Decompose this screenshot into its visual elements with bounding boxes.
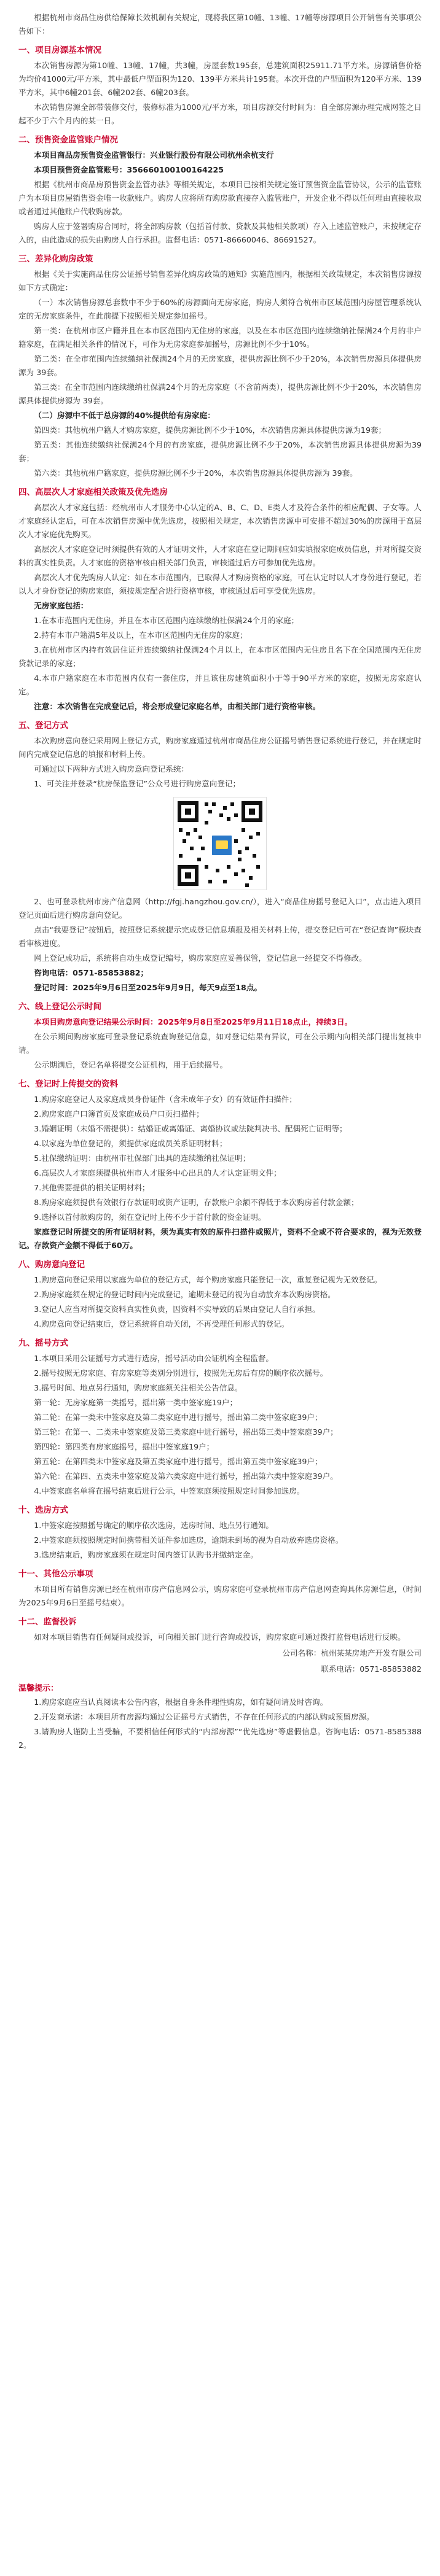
s9-paragraph-1: 1.本项目采用公证摇号方式进行选房，摇号活动由公证机构全程监督。 bbox=[34, 1354, 274, 1363]
s4-paragraph-6: 2.持有本市户籍满5年及以上，在本市区范围内无住房的家庭； bbox=[34, 630, 248, 640]
s9-round-6: 第六轮：在第四、五类未中签家庭及第六类家庭中进行摇号，摇出第六类中签家庭39户。 bbox=[34, 1472, 338, 1481]
s1-paragraph-1: 本次销售房源为第10幢、13幢、17幢，共3幢，房屋套数195套，总建筑面积25911.71平方米。房源销售价格为均价41000元/平方米，其中最低户型面积为120、139平方米共计195套。本次开盘的户型面积为120平方米、139平方米，其中6幢201套、6幢202套、6幢203套。 bbox=[18, 61, 422, 97]
s7-note: 家庭登记时所提交的所有证明材料，须为真实有效的原件扫描件或照片，资料不全或不符合要求的，视为无效登记。存款资产金额不得低于60万。 bbox=[18, 1227, 422, 1250]
s3-paragraph-3: 第一类：在杭州市区户籍并且在本市区范围内无住房的家庭，以及在本市区范围内连续缴纳社保满24个月的非户籍家庭，在满足相关条件的情况下，可作为无房家庭参加摇号，房源比例不少于10%。 bbox=[18, 326, 422, 349]
footer-contact: 联系电话：0571-85853882 bbox=[321, 1664, 422, 1674]
s6-paragraph-1: 本项目购房意向登记结果公示时间：2025年9月8日至2025年9月11日18点止，持续3日。 bbox=[34, 1017, 353, 1026]
s5-consult-phone: 咨询电话：0571-85853882； bbox=[34, 968, 149, 977]
s4-paragraph-9: 注意：本次销售在完成登记后，将会形成登记家庭名单，由相关部门进行资格审核。 bbox=[34, 702, 321, 711]
s3-paragraph-7: 第四类：其他杭州户籍人才购房家庭，提供房源比例不少于10%，本次销售房源具体提供房源为19套； bbox=[34, 425, 387, 435]
s5-register-time: 登记时间：2025年9月6日至2025年9月9日，每天9点至18点。 bbox=[34, 983, 262, 992]
s3-paragraph-5: 第三类：在全市范围内连续缴纳社保满24个月的无房家庭（不含前两类），提供房源比例不少于20%，本次销售房源具体提供房源为 39套。 bbox=[18, 382, 422, 405]
s8-paragraph-2: 2.购房家庭须在规定的登记时间内完成登记，逾期未登记的视为自动放弃本次购房资格。 bbox=[34, 1290, 336, 1299]
s10-paragraph-3: 3.选房结束后，购房家庭须在规定时间内签订认购书并缴纳定金。 bbox=[34, 1550, 258, 1559]
s9-round-2: 第二轮：在第一类未中签家庭及第二类家庭中进行摇号，摇出第二类中签家庭39户； bbox=[34, 1413, 323, 1422]
s1-paragraph-2: 本次销售房源全部带装修交付，装修标准为1000元/平方米，项目房源交付时间为：自全部房源办理完成网签之日起不少于六个月内的某一日。 bbox=[18, 103, 422, 125]
section-2-title: 二、预售资金监管账户情况 bbox=[18, 135, 118, 145]
section-12-title: 十二、监督投诉 bbox=[18, 1617, 77, 1627]
section-7-title: 七、登记时上传提交的资料 bbox=[18, 1079, 118, 1089]
s3-paragraph-6: （二）房源中不低于总房源的40%提供给有房家庭： bbox=[34, 411, 215, 420]
s10-paragraph-1: 1.中签家庭按照摇号确定的顺序依次选房，选房时间、地点另行通知。 bbox=[34, 1521, 274, 1530]
s9-paragraph-2: 2.摇号按照无房家庭、有房家庭等类别分别进行，按照先无房后有房的顺序依次摇号。 bbox=[34, 1368, 328, 1378]
s6-paragraph-3: 公示期满后，登记名单将提交公证机构，用于后续摇号。 bbox=[34, 1060, 228, 1069]
s9-round-4: 第四轮：第四类有房家庭摇号，摇出中签家庭19户； bbox=[34, 1442, 214, 1451]
s9-paragraph-3: 3.摇号时间、地点另行通知，购房家庭须关注相关公告信息。 bbox=[34, 1383, 243, 1392]
s5-paragraph-3: 1、可关注并登录“杭房保监登记”公众号进行购房意向登记； bbox=[34, 779, 241, 788]
s7-item-8: 8.购房家庭须提供有效银行存款证明或资产证明，存款账户余额不得低于本次购房首付款金额； bbox=[34, 1198, 359, 1207]
s7-item-6: 6.高层次人才家庭须提供杭州市人才服务中心出具的人才认定证明文件； bbox=[34, 1168, 281, 1177]
s4-paragraph-4: 无房家庭包括： bbox=[34, 601, 88, 610]
s4-paragraph-5: 1.在本市范围内无住房，并且在本市区范围内连续缴纳社保满24个月的家庭； bbox=[34, 616, 299, 625]
s8-paragraph-4: 4.购房意向登记结束后，登记系统将自动关闭，不再受理任何形式的登记。 bbox=[34, 1319, 289, 1329]
footer-company: 公司名称：杭州某某房地产开发有限公司 bbox=[282, 1648, 422, 1658]
tips-paragraph-1: 1.购房家庭应当认真阅读本公告内容，根据自身条件理性购房，如有疑问请及时咨询。 bbox=[34, 1697, 328, 1707]
qr-finder-top-left bbox=[178, 801, 198, 822]
qr-code-image[interactable] bbox=[173, 797, 267, 890]
s9-round-5: 第五轮：在第四类未中签家庭及第五类家庭中进行摇号，摇出第五类中签家庭39户； bbox=[34, 1457, 323, 1466]
tips-paragraph-3: 3.请购房人谨防上当受骗，不要相信任何形式的“内部房源”“优先选房”等虚假信息。咨询电话：0571-85853882。 bbox=[18, 1727, 422, 1750]
s2-paragraph-1: 根据《杭州市商品房预售资金监管办法》等相关规定，本项目已按相关规定签订预售资金监管协议，公示的监管账户为本项目房屋销售资金唯一收款账户。购房人应将所有购房款直接存入监管账户，开发企业不得以任何理由直接收取或者通过其他账户代收购房款。 bbox=[18, 180, 422, 216]
s4-paragraph-3: 高层次人才优先购房人认定：如在本市范围内，已取得人才购房资格的家庭，可在认定时以人才身份进行登记，若以人才身份登记的购房家庭，须按规定配合进行资格审核，审核通过后可享受优先选房。 bbox=[18, 573, 422, 596]
section-9-title: 九、摇号方式 bbox=[18, 1338, 68, 1348]
s3-paragraph-4: 第二类：在全市范围内连续缴纳社保满24个月的无房家庭，提供房源比例不少于20%，本次销售房源具体提供房源为 39套。 bbox=[18, 354, 422, 377]
s7-item-2: 2.购房家庭户口簿首页及家庭成员户口页扫描件； bbox=[34, 1109, 204, 1119]
s5-paragraph-2: 可通过以下两种方式进入购房意向登记系统： bbox=[34, 764, 189, 774]
qr-finder-bottom-left bbox=[178, 865, 198, 886]
qr-center-logo-icon bbox=[210, 834, 234, 857]
s11-paragraph-1: 本项目所有销售房源已经在杭州市房产信息网公示，购房家庭可登录杭州市房产信息网查询具体房源信息，（时间为2025年9月6日至摇号结束）。 bbox=[18, 1585, 422, 1607]
s4-paragraph-7: 3.在杭州市区内持有效居住证并连续缴纳社保满24个月以上，在本市区范围内无住房且名下在全国范围内无住房贷款记录的家庭； bbox=[18, 645, 422, 668]
s4-paragraph-8: 4.本市户籍家庭在本市范围内仅有一套住房，并且该住房建筑面积小于等于90平方米的家庭，按照无房家庭认定。 bbox=[18, 673, 422, 696]
s7-item-1: 1.购房家庭登记人及家庭成员身份证件（含未成年子女）的有效证件扫描件； bbox=[34, 1095, 297, 1104]
s5-paragraph-6: 网上登记成功后，系统将自动生成登记编号，购房家庭应妥善保管，登记信息一经提交不得修改。 bbox=[34, 953, 367, 963]
s6-paragraph-2: 在公示期间购房家庭可登录登记系统查询登记信息，如对登记结果有异议，可在公示期内向相关部门提出复核申请。 bbox=[18, 1032, 422, 1055]
qr-code-container bbox=[18, 797, 422, 890]
s7-item-4: 4.以家庭为单位登记的，须提供家庭成员关系证明材料； bbox=[34, 1139, 227, 1148]
section-6-title: 六、线上登记公示时间 bbox=[18, 1002, 101, 1012]
s9-round-3: 第三轮：在第一、二类未中签家庭及第三类家庭中进行摇号，摇出第三类中签家庭39户； bbox=[34, 1427, 338, 1437]
s12-paragraph-1: 如对本项目销售有任何疑问或投诉，可向相关部门进行咨询或投诉，购房家庭可通过拨打监督电话进行反映。 bbox=[34, 1632, 406, 1642]
s10-paragraph-2: 2.中签家庭须按照规定时间携带相关证件参加选房，逾期未到场的视为自动放弃选房资格。 bbox=[34, 1535, 344, 1545]
section-8-title: 八、购房意向登记 bbox=[18, 1260, 85, 1270]
s2-bank: 本项目商品房预售资金监管银行：兴业银行股份有限公司杭州余杭支行 bbox=[34, 150, 274, 160]
s3-paragraph-8: 第五类：其他连续缴纳社保满24个月的有房家庭，提供房源比例不少于20%，本次销售房源具体提供房源为39套； bbox=[18, 440, 422, 463]
tips-paragraph-2: 2.开发商承诺：本项目所有房源均通过公证摇号方式销售，不存在任何形式的内部认购或预留房源。 bbox=[34, 1712, 374, 1721]
s3-paragraph-1: 根据《关于实施商品住房公证摇号销售差异化购房政策的通知》实施范围内，根据相关政策规定，本次销售房源按如下方式确定： bbox=[18, 270, 422, 292]
section-3-title: 三、差异化购房政策 bbox=[18, 254, 93, 264]
s4-paragraph-2: 高层次人才家庭登记时须提供有效的人才证明文件，人才家庭在登记期间应如实填报家庭成员信息，并对所提交资料的真实性负责。人才家庭的资格审核由相关部门负责，审核通过后方可参加优先选房。 bbox=[18, 545, 422, 567]
section-10-title: 十、选房方式 bbox=[18, 1505, 68, 1515]
qr-finder-top-right bbox=[242, 801, 262, 822]
s8-paragraph-3: 3.登记人应当对所提交资料真实性负责，因资料不实导致的后果由登记人自行承担。 bbox=[34, 1305, 320, 1314]
s2-paragraph-2: 购房人应于签署购房合同时，将全部购房款（包括首付款、贷款及其他相关款项）存入上述监管账户，未按规定存入的，由此造成的损失由购房人自行承担。监督电话：0571-86660046、86691527。 bbox=[18, 222, 422, 244]
intro-paragraph: 根据杭州市商品住房供给保障长效机制有关规定，现将我区第10幢、13幢、17幢等房源项目公开销售有关事项公告如下： bbox=[18, 13, 422, 36]
s7-item-7: 7.其他需要提供的相关证明材料； bbox=[34, 1183, 150, 1192]
section-4-title: 四、高层次人才家庭相关政策及优先选房 bbox=[18, 487, 168, 497]
tips-title: 温馨提示： bbox=[18, 1684, 59, 1693]
s5-paragraph-1: 本次购房意向登记采用网上登记方式，购房家庭通过杭州市商品住房公证摇号销售登记系统进行登记，并在规定时间内完成登记信息的填报和材料上传。 bbox=[18, 736, 422, 759]
s9-paragraph-4: 4.中签家庭名单将在摇号结束后进行公示，中签家庭须按照规定时间参加选房。 bbox=[34, 1486, 305, 1496]
s4-paragraph-1: 高层次人才家庭包括：经杭州市人才服务中心认定的A、B、C、D、E类人才及符合条件的相应配偶、子女等。人才家庭经认定后，可在本次销售房源中优先选房，按照相关规定，本次销售房源中可安排不超过30%的房源用于高层次人才家庭优先购买。 bbox=[18, 503, 422, 539]
s8-paragraph-1: 1.购房意向登记采用以家庭为单位的登记方式，每个购房家庭只能登记一次，重复登记视为无效登记。 bbox=[34, 1275, 382, 1284]
s5-paragraph-5: 点击“我要登记”按钮后，按照登记系统提示完成登记信息填报及相关材料上传，提交登记后可在“登记查询”模块查看审核进度。 bbox=[18, 925, 422, 948]
section-5-title: 五、登记方式 bbox=[18, 721, 68, 731]
s3-paragraph-9: 第六类：其他杭州户籍家庭，提供房源比例不少于20%，本次销售房源具体提供房源为 39套。 bbox=[34, 468, 358, 478]
s7-item-5: 5.社保缴纳证明：由杭州市社保部门出具的连续缴纳社保证明； bbox=[34, 1154, 251, 1163]
s7-item-3: 3.婚姻证明（未婚不需提供）：结婚证或离婚证、离婚协议或法院判决书、配偶死亡证明等； bbox=[34, 1124, 347, 1133]
section-1-title: 一、项目房源基本情况 bbox=[18, 45, 101, 55]
s7-item-9: 9.选择以首付款购房的，须在登记时上传不少于首付款的资金证明。 bbox=[34, 1212, 266, 1222]
section-11-title: 十一、其他公示事项 bbox=[18, 1569, 93, 1579]
s9-round-1: 第一轮：无房家庭第一类摇号，摇出第一类中签家庭19户； bbox=[34, 1398, 238, 1407]
s2-account: 本项目预售资金监管账号：356660100100164225 bbox=[34, 165, 224, 174]
s3-paragraph-2: （一）本次销售房源总套数中不少于60%的房源面向无房家庭，购房人须符合杭州市区域范围内房屋管理系统认定的无房家庭条件，在此前提下按照相关规定参加摇号。 bbox=[18, 298, 422, 320]
s5-paragraph-4: 2、也可登录杭州市房产信息网（http://fgj.hangzhou.gov.cn/），进入“商品住房摇号登记入口”，点击进入项目登记页面后进行购房意向登记。 bbox=[18, 897, 422, 920]
